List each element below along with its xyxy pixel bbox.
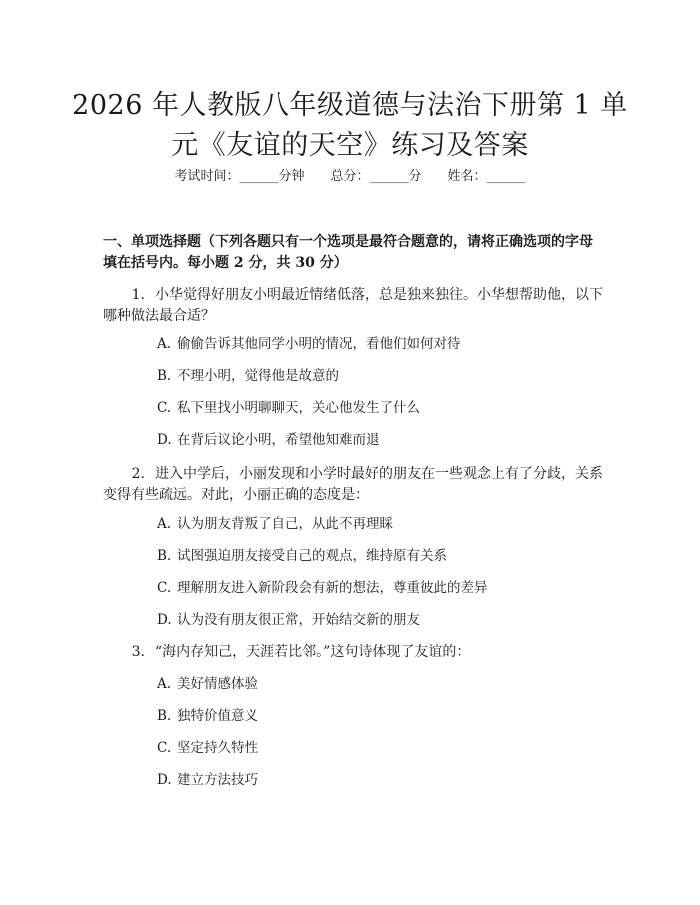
option-text: 认为朋友背叛了自己，从此不再理睬 — [177, 516, 393, 532]
option-letter: B. — [157, 368, 172, 384]
question-text: 进入中学后，小丽发现和小学时最好的朋友在一些观念上有了分歧，关系 — [155, 466, 603, 482]
question-1-line-1 — [103, 285, 603, 306]
question-number: 2. — [131, 466, 145, 482]
option-text: 试图强迫朋友接受自己的观点，维持原有关系 — [177, 548, 447, 564]
option-text: 不理小明，觉得他是故意的 — [177, 368, 339, 384]
option-letter: C. — [157, 400, 172, 416]
question-2-option-a — [157, 514, 597, 534]
option-text: 建立方法技巧 — [177, 772, 258, 788]
option-letter: D. — [157, 612, 172, 628]
question-2-option-b — [157, 546, 597, 566]
question-text: “海内存知己，天涯若比邻。”这句诗体现了友谊的： — [155, 644, 471, 660]
option-letter: A. — [157, 516, 172, 532]
option-letter: D. — [157, 432, 172, 448]
question-2-line-2: 变得有些疏远。对此，小丽正确的态度是： — [103, 487, 369, 503]
option-text: 偷偷告诉其他同学小明的情况，看他们如何对待 — [177, 336, 461, 352]
question-1-option-c — [157, 398, 597, 418]
exam-name: 姓名：______ — [447, 169, 526, 184]
option-letter: C. — [157, 580, 172, 596]
option-letter: A. — [157, 676, 172, 692]
question-1-option-a — [157, 334, 597, 354]
option-letter: B. — [157, 708, 172, 724]
option-text: 认为没有朋友很正常，开始结交新的朋友 — [177, 612, 420, 628]
question-3-option-a — [157, 674, 597, 694]
option-text: 独特价值意义 — [177, 708, 258, 724]
question-1-option-b — [157, 366, 597, 386]
document-title-line-2: 元《友谊的天空》练习及答案 — [171, 130, 529, 161]
option-text: 理解朋友进入新阶段会有新的想法，尊重彼此的差异 — [177, 580, 488, 596]
question-1-option-d — [157, 430, 597, 450]
exam-time: 考试时间：______分钟 — [174, 169, 305, 184]
option-text: 私下里找小明聊聊天，关心他发生了什么 — [177, 400, 420, 416]
question-2-line-1 — [103, 464, 603, 485]
question-3-option-d — [157, 770, 597, 790]
question-2-option-c — [157, 578, 597, 598]
question-3-option-c — [157, 738, 597, 758]
section-heading-line-1: 一、单项选择题（下列各题只有一个选项是最符合题意的，请将正确选项的字母 — [103, 234, 593, 250]
question-1-line-2: 哪种做法最合适？ — [103, 308, 215, 324]
exam-meta — [0, 167, 700, 187]
question-2-option-d — [157, 610, 597, 630]
exam-score: 总分：______分 — [330, 169, 422, 184]
option-letter: D. — [157, 772, 172, 788]
option-letter: B. — [157, 548, 172, 564]
question-text: 小华觉得好朋友小明最近情绪低落，总是独来独往。小华想帮助他，以下 — [155, 287, 603, 303]
question-number: 3. — [131, 644, 145, 660]
question-number: 1. — [131, 287, 145, 303]
question-3-line-1 — [103, 642, 603, 663]
question-3-option-b — [157, 706, 597, 726]
option-text: 坚定持久特性 — [177, 740, 258, 756]
option-letter: C. — [157, 740, 172, 756]
section-heading-line-2: 填在括号内。每小题 2 分，共 30 分） — [103, 255, 348, 271]
option-text: 美好情感体验 — [177, 676, 258, 692]
option-letter: A. — [157, 336, 172, 352]
option-text: 在背后议论小明，希望他知难而退 — [177, 432, 380, 448]
document-title-line-1: 2026 年人教版八年级道德与法治下册第 1 单 — [72, 90, 628, 121]
